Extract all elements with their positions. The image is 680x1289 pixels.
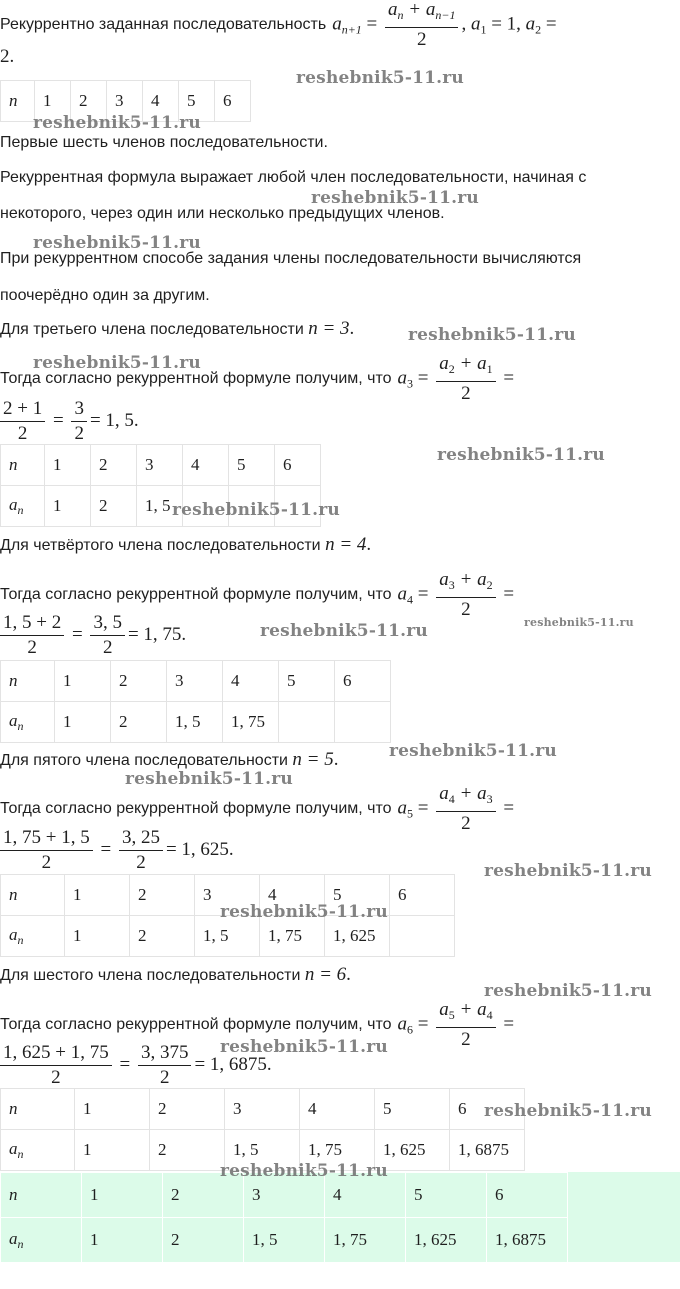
table-row [1,445,321,486]
table-cell: n [1,661,55,702]
table-cell: 3 [137,445,183,486]
table-cell: 1, 625 [325,916,390,957]
intro-line [0,2,557,48]
table-cell [390,916,455,957]
step-formula-line: Тогда согласно рекуррентной формуле получим, что $a_4$ = $\frac{a_3 + a_2}{2}$ = [0,569,515,620]
intro-text: Рекуррентно заданная последовательность [0,16,327,33]
watermark: reshebnik5-11.ru [484,1101,652,1121]
table-cell: 2 [163,1218,244,1263]
table-cell: 1 [55,702,111,743]
table-cell: 5 [375,1089,450,1130]
table-cell: 2 [150,1130,225,1171]
step-intro: Для четвёртого члена последовательности n = 4. [0,534,372,555]
watermark: reshebnik5-11.ru [220,1037,388,1057]
table-cell: 4 [300,1089,375,1130]
table-cell: 5 [229,445,275,486]
watermark: reshebnik5-11.ru [524,616,634,629]
paragraph-method-1: При рекуррентном способе задания члены последовательности вычисляются [0,250,582,267]
table-cell [335,702,391,743]
paragraph-method-2: поочерёдно один за другим. [0,287,210,304]
table-cell: 5 [406,1173,487,1218]
table-cell: 6 [335,661,391,702]
table-cell: n [1,1173,82,1218]
table-cell: 1 [75,1089,150,1130]
paragraph-definition-2: некоторого, через один или несколько предыдущих членов. [0,205,445,222]
step-formula-line: Тогда согласно рекуррентной формуле получим, что $a_3$ = $\frac{a_2 + a_1}{2}$ = [0,353,515,404]
watermark: reshebnik5-11.ru [33,233,201,253]
table-cell: n [1,445,45,486]
table-cell: 2 [130,875,195,916]
table-cell: 2 [111,702,167,743]
table-row [1,1089,525,1130]
table-cell: 4 [143,81,179,122]
step-intro: Для шестого члена последовательности n = 6. [0,964,351,985]
sequence-table-final [0,1172,568,1263]
watermark: reshebnik5-11.ru [311,188,479,208]
table-cell: 1, 5 [137,486,183,527]
watermark: reshebnik5-11.ru [389,741,557,761]
table-cell: 6 [275,445,321,486]
table-cell: n [1,875,65,916]
sequence-table-step-4 [0,660,391,743]
watermark: reshebnik5-11.ru [408,325,576,345]
table-cell: n [1,81,35,122]
step-calculation: $\frac{1, 625 + 1, 75}{2}$ = $\frac{3, 375}{2}$ = 1, 6875. [0,1042,272,1088]
table-cell: 4 [183,445,229,486]
table-cell: 5 [279,661,335,702]
table-cell: 1 [55,661,111,702]
watermark: reshebnik5-11.ru [296,68,464,88]
watermark: reshebnik5-11.ru [437,445,605,465]
table-cell: 6 [390,875,455,916]
table-cell: 2 [163,1173,244,1218]
table-cell: 6 [487,1173,568,1218]
table-cell: $a_n$ [1,486,45,527]
table-cell: 1, 6875 [450,1130,525,1171]
table-cell: 1, 6875 [487,1218,568,1263]
table-row [1,702,391,743]
watermark: reshebnik5-11.ru [125,769,293,789]
table-cell: 5 [179,81,215,122]
table-cell: 1 [65,875,130,916]
watermark: reshebnik5-11.ru [172,500,340,520]
table-cell: $a_n$ [1,1130,75,1171]
step-formula-line: Тогда согласно рекуррентной формуле получим, что $a_6$ = $\frac{a_5 + a_4}{2}$ = [0,999,515,1050]
intro-continuation: 2. [0,46,15,67]
table-cell: 3 [244,1173,325,1218]
table-cell: $a_n$ [1,916,65,957]
table-cell: 1, 75 [325,1218,406,1263]
paragraph-definition-1: Рекуррентная формула выражает любой член последовательности, начиная с [0,169,587,186]
table-cell: 1 [45,486,91,527]
step-intro: Для пятого члена последовательности n = 5. [0,749,339,770]
step-calculation: $\frac{1, 5 + 2}{2}$ = $\frac{3, 5}{2}$ = 1, 75. [0,612,186,658]
step-calculation: $\frac{2 + 1}{2}$ = $\frac{3}{2}$ = 1, 5. [0,398,139,444]
table-cell: 1 [35,81,71,122]
table-cell: $a_n$ [1,1218,82,1263]
watermark: reshebnik5-11.ru [33,353,201,373]
table-cell: 3 [195,875,260,916]
table-cell: 2 [71,81,107,122]
table-cell: n [1,1089,75,1130]
table-cell: 6 [215,81,251,122]
watermark: reshebnik5-11.ru [33,113,201,133]
table-cell: 1, 5 [195,916,260,957]
table-cell: 5 [325,875,390,916]
table-cell: 1, 5 [167,702,223,743]
watermark: reshebnik5-11.ru [260,621,428,641]
watermark: reshebnik5-11.ru [484,861,652,881]
sequence-table-step-6 [0,1088,525,1171]
table-cell: 1, 75 [260,916,325,957]
table-cell: 1 [45,445,91,486]
table-cell: 3 [167,661,223,702]
table-cell: 1, 5 [225,1130,300,1171]
table-cell: 1 [82,1218,163,1263]
table-cell: 3 [107,81,143,122]
table-cell: 2 [91,445,137,486]
table-cell: 2 [111,661,167,702]
table-cell: 1, 625 [406,1218,487,1263]
step-intro: Для третьего члена последовательности n = 3. [0,318,355,339]
table-cell: 1, 5 [244,1218,325,1263]
table-cell: 2 [91,486,137,527]
table-cell: 1, 75 [300,1130,375,1171]
table-cell: 1, 75 [223,702,279,743]
paragraph-first-six: Первые шесть членов последовательности. [0,134,328,151]
table-cell: 2 [150,1089,225,1130]
table-cell: 1, 625 [375,1130,450,1171]
table-row [1,1218,568,1263]
table-cell: 6 [450,1089,525,1130]
table-cell: $a_n$ [1,702,55,743]
intro-formula: $a_{n+1}$ = $\frac{a_n + a_{n-1}}{2}$ , $a_1 = 1$, $a_2$ = [332,0,557,50]
table-cell [279,702,335,743]
step-formula-line: Тогда согласно рекуррентной формуле получим, что $a_5$ = $\frac{a_4 + a_3}{2}$ = [0,783,515,834]
table-cell: 1 [82,1173,163,1218]
watermark: reshebnik5-11.ru [220,902,388,922]
step-calculation: $\frac{1, 75 + 1, 5}{2}$ = $\frac{3, 25}{2}$ = 1, 625. [0,827,234,873]
table-row [1,661,391,702]
table-cell: 4 [260,875,325,916]
watermark: reshebnik5-11.ru [484,981,652,1001]
table-cell: 4 [325,1173,406,1218]
watermark: reshebnik5-11.ru [220,1161,388,1181]
table-cell: 4 [223,661,279,702]
table-cell: 2 [130,916,195,957]
table-cell: 1 [65,916,130,957]
table-cell: 1 [75,1130,150,1171]
table-cell: 3 [225,1089,300,1130]
